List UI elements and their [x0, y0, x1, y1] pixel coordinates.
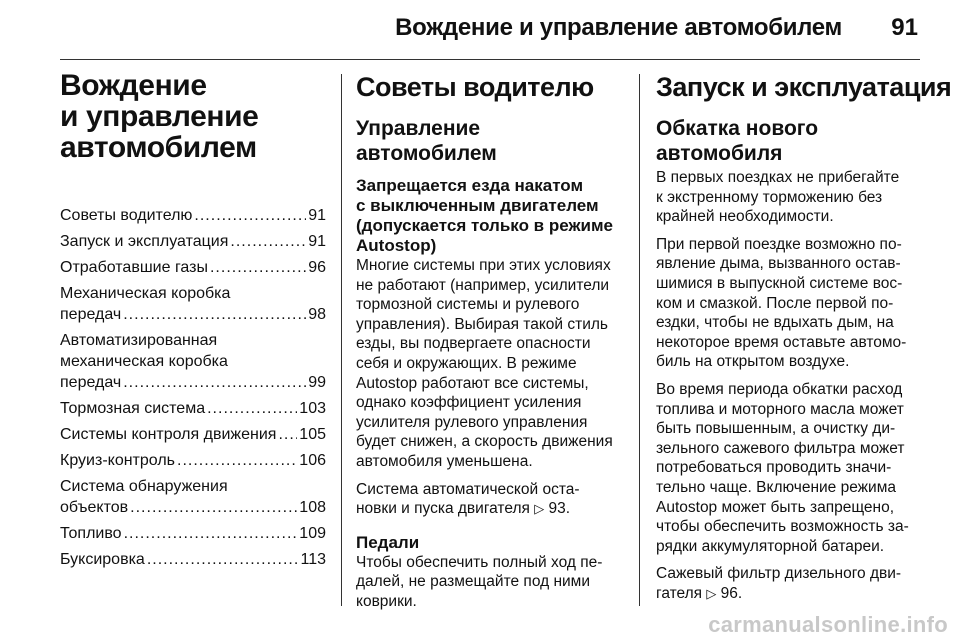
paragraph-line: топлива и моторного масла может: [656, 400, 904, 418]
subheading-line: с выключенным двигателем: [356, 196, 599, 215]
subsection-title-line: автомобилем: [356, 142, 497, 165]
toc-entry-last-line: [60, 450, 326, 471]
paragraph-line: ездки, чтобы не вдыхать дым, на: [656, 314, 894, 332]
toc-entry-label: Механическая коробка: [60, 285, 231, 302]
chapter-title-line: автомобилем: [60, 131, 257, 164]
column-contents: [60, 70, 326, 575]
subsection-title: [656, 116, 922, 166]
chapter-title-line: Вождение: [60, 69, 207, 102]
toc-entry[interactable]: [60, 476, 326, 518]
toc-entry[interactable]: [60, 549, 326, 570]
toc-entry[interactable]: [60, 257, 326, 278]
toc-page-number: 96: [308, 259, 326, 276]
paragraph-line: тельно чаще. Включение режима: [656, 478, 896, 496]
paragraph-pedals: [356, 553, 622, 612]
toc-entry[interactable]: [60, 450, 326, 471]
toc-dot-leader: [130, 497, 297, 518]
toc-entry[interactable]: [60, 283, 326, 325]
toc-page-number: 103: [299, 400, 326, 417]
paragraph-line: зельного сажевого фильтра может: [656, 439, 905, 457]
paragraph-line: крайней необходимости.: [656, 208, 834, 226]
toc-page-number: 91: [308, 233, 326, 250]
toc-entry-label: Советы водителю: [60, 207, 193, 224]
section-title: Запуск и эксплуатация: [656, 72, 952, 102]
section-title: Советы водителю: [356, 72, 594, 102]
subheading-coasting: [356, 176, 622, 256]
paragraph-line: [356, 499, 622, 519]
toc-dot-leader: [278, 424, 297, 445]
subsection-title-line: Управление: [356, 117, 481, 140]
column-starting-operating: [656, 70, 952, 611]
paragraph-line: потребоваться проводить значи-: [656, 459, 892, 477]
toc-entry-last-line: [60, 257, 326, 278]
running-header-title: Вождение и управление автомобилем: [395, 14, 842, 41]
page-reference-arrow-icon: ▷: [534, 501, 545, 517]
paragraph-line: При первой поездке возможно по-: [656, 235, 902, 253]
paragraph-line: быть повышенным, а очистку ди-: [656, 420, 896, 438]
toc-page-number: 98: [308, 306, 326, 323]
paragraph-coasting: [356, 256, 622, 472]
paragraph-line: однако коэффициент усиления: [356, 394, 582, 412]
paragraph-line: явление дыма, вызванного остав-: [656, 255, 901, 273]
toc-page-number: 109: [299, 525, 326, 542]
paragraph-line: В первых поездках не прибегайте: [656, 169, 900, 186]
toc-entry[interactable]: [60, 523, 326, 544]
paragraph-line: коврики.: [356, 592, 417, 610]
paragraph-line: [656, 584, 922, 604]
toc-entry-label: Буксировка: [60, 551, 145, 568]
toc-entry-last-line: [60, 205, 326, 226]
paragraph-line: Многие системы при этих условиях: [356, 257, 611, 274]
table-of-contents: [60, 205, 326, 570]
paragraph-line: биль на открытом воздухе.: [656, 353, 850, 371]
toc-dot-leader: [194, 205, 306, 226]
paragraph-line: тормозной системы и рулевого: [356, 296, 580, 314]
paragraph-running-in-consumption: [656, 380, 922, 556]
subheading-pedals: Педали: [356, 532, 420, 552]
paragraph-line: далей, не размещайте под ними: [356, 573, 590, 591]
toc-page-number: 99: [308, 374, 326, 391]
toc-entry-label: Система обнаружения: [60, 478, 228, 495]
toc-page-number: 91: [308, 207, 326, 224]
paragraph-text: новки и пуска двигателя: [356, 500, 535, 518]
toc-dot-leader: [210, 257, 306, 278]
header-divider: [60, 59, 920, 60]
toc-dot-leader: [123, 372, 306, 393]
toc-entry[interactable]: [60, 398, 326, 419]
paragraph-line: Autostop может быть запрещено,: [656, 498, 895, 516]
toc-entry-label: передач: [60, 374, 122, 391]
paragraph-line: не работают (например, усилители: [356, 276, 610, 294]
toc-entry-label: объектов: [60, 499, 129, 516]
toc-entry-label: Отработавшие газы: [60, 259, 208, 276]
toc-entry-last-line: [60, 549, 326, 570]
paragraph-line: себя и окружающих. В режиме: [356, 354, 577, 372]
page-reference-arrow-icon: ▷: [706, 585, 717, 601]
page-reference[interactable]: 93.: [544, 500, 571, 518]
toc-entry-label: Топливо: [60, 525, 122, 542]
column-divider-1: [341, 74, 342, 606]
paragraph-text: гателя: [656, 584, 707, 602]
toc-page-number: 113: [300, 551, 326, 568]
subsection-title-line: Обкатка нового: [656, 117, 819, 140]
paragraph-line: некоторое время оставьте автомо-: [656, 333, 907, 351]
paragraph-line: ком и смазкой. После первой по-: [656, 294, 894, 312]
toc-entry-label: передач: [60, 306, 122, 323]
toc-entry[interactable]: [60, 424, 326, 445]
toc-entry-label: Круиз-контроль: [60, 452, 175, 469]
toc-entry[interactable]: [60, 205, 326, 226]
column-divider-2: [639, 74, 640, 606]
toc-entry-last-line: [60, 424, 326, 445]
toc-entry-last-line: [60, 523, 326, 544]
paragraph-running-in-smoke: [656, 235, 922, 372]
paragraph-line: Во время периода обкатки расход: [656, 380, 903, 398]
toc-dot-leader: [123, 304, 306, 325]
toc-entry[interactable]: [60, 231, 326, 252]
toc-entry-last-line: [60, 497, 326, 518]
toc-entry-label: механическая коробка: [60, 353, 228, 370]
toc-dot-leader: [177, 450, 297, 471]
toc-page-number: 106: [299, 452, 326, 469]
paragraph-line: к экстренному торможению без: [656, 188, 883, 206]
subsection-title: [356, 116, 622, 166]
paragraph-diesel-filter-ref: [656, 564, 922, 603]
paragraph-line: Сажевый фильтр дизельного дви-: [656, 565, 902, 583]
toc-entry-last-line: [60, 231, 326, 252]
toc-entry-last-line: [60, 304, 326, 325]
toc-entry-last-line: [60, 398, 326, 419]
toc-entry-label: Системы контроля движения: [60, 426, 277, 443]
subsection-title-line: автомобиля: [656, 142, 783, 165]
paragraph-line: шимися в выпускной системе вос-: [656, 274, 903, 292]
paragraph-running-in-braking: [656, 168, 922, 227]
toc-entry-label: Запуск и эксплуатация: [60, 233, 229, 250]
subheading-line: Autostop): [356, 236, 437, 255]
paragraph-line: автомобиля уменьшена.: [356, 452, 533, 470]
toc-entry[interactable]: [60, 330, 326, 393]
toc-dot-leader: [207, 398, 297, 419]
subheading-line: Запрещается езда накатом: [356, 176, 584, 195]
column-driving-tips: [356, 70, 622, 620]
paragraph-line: усилителя рулевого управления: [356, 413, 588, 431]
toc-entry-label: Автоматизированная: [60, 332, 218, 349]
watermark: carmanualsonline.info: [708, 612, 948, 637]
page-header: [0, 0, 960, 58]
paragraph-line: управления). Выбирая такой стиль: [356, 315, 608, 333]
paragraph-line: будет снижен, а скорость движения: [356, 433, 613, 451]
paragraph-autostop-ref: [356, 480, 622, 519]
toc-page-number: 105: [299, 426, 326, 443]
toc-dot-leader: [147, 549, 299, 570]
toc-entry-label: Тормозная система: [60, 400, 206, 417]
chapter-title: [60, 70, 326, 163]
paragraph-line: чтобы обеспечить возможность за-: [656, 518, 909, 536]
paragraph-line: Autostop работают все системы,: [356, 374, 589, 392]
toc-entry-last-line: [60, 372, 326, 393]
toc-dot-leader: [230, 231, 306, 252]
toc-dot-leader: [124, 523, 298, 544]
page-number: 91: [891, 14, 918, 41]
paragraph-line: рядки аккумуляторной батареи.: [656, 537, 885, 555]
paragraph-line: езды, вы подвергаете опасности: [356, 335, 591, 353]
page-reference[interactable]: 96.: [716, 584, 743, 602]
paragraph-line: Система автоматической оста-: [356, 480, 580, 498]
toc-page-number: 108: [299, 499, 326, 516]
chapter-title-line: и управление: [60, 100, 259, 133]
subheading-line: (допускается только в режиме: [356, 216, 614, 235]
paragraph-line: Чтобы обеспечить полный ход пе-: [356, 553, 603, 571]
